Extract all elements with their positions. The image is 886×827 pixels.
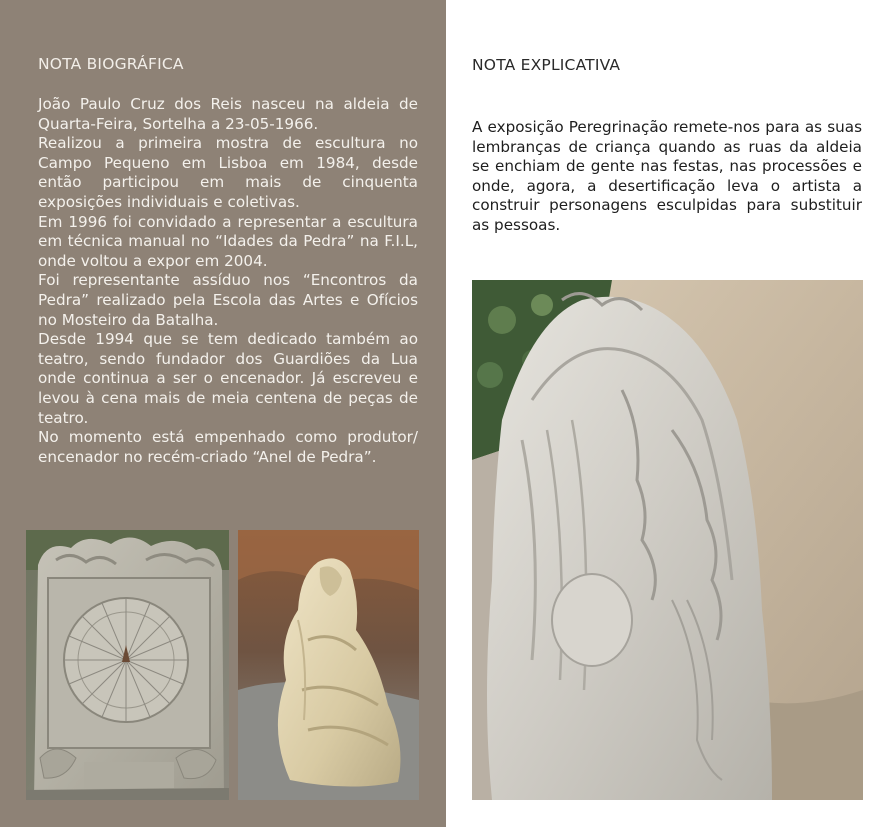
biography-paragraph: João Paulo Cruz dos Reis nasceu na aldeia de Quarta-Feira, Sortelha a 23-05-1966. (38, 95, 418, 133)
sundial-sculpture-photo (26, 530, 229, 800)
biography-text (38, 95, 418, 467)
explanation-heading: NOTA EXPLICATIVA (472, 56, 621, 74)
explanation-text: A exposição Peregrinação remete-nos para as suas lembranças de criança quando as ruas da aldeia se enchiam de gente nas festas, nas processões e onde, agora, a desertificação leva o artista a construir personagens esculpidas para substituir as pessoas. (472, 118, 862, 234)
figure-sculpture-photo (238, 530, 419, 800)
biography-heading: NOTA BIOGRÁFICA (38, 55, 184, 73)
explanation-panel (446, 0, 886, 827)
biography-paragraph: No momento está empenhado como produtor/ encenador no recém-criado “Anel de Pedra”. (38, 428, 418, 466)
biography-paragraph: Desde 1994 que se tem dedicado também ao teatro, sendo fundador dos Guardiões da Lua onde continua a ser o encenador. Já escreveu e levou à cena mais de meia centena de peças de teatro. (38, 330, 418, 427)
biography-paragraph: Em 1996 foi convidado a representar a escultura em técnica manual no “Idades da Pedra” na F.I.L, onde voltou a expor em 2004. (38, 212, 418, 270)
biography-paragraph: Foi representante assíduo nos “Encontros da Pedra” realizado pela Escola das Artes e Ofícios no Mosteiro da Batalha. (38, 271, 418, 329)
biography-paragraph: Realizou a primeira mostra de escultura no Campo Pequeno em Lisboa em 1984, desde então participou em mais de cinquenta exposições individuais e coletivas. (38, 134, 418, 211)
face-sculpture-photo (472, 280, 863, 800)
